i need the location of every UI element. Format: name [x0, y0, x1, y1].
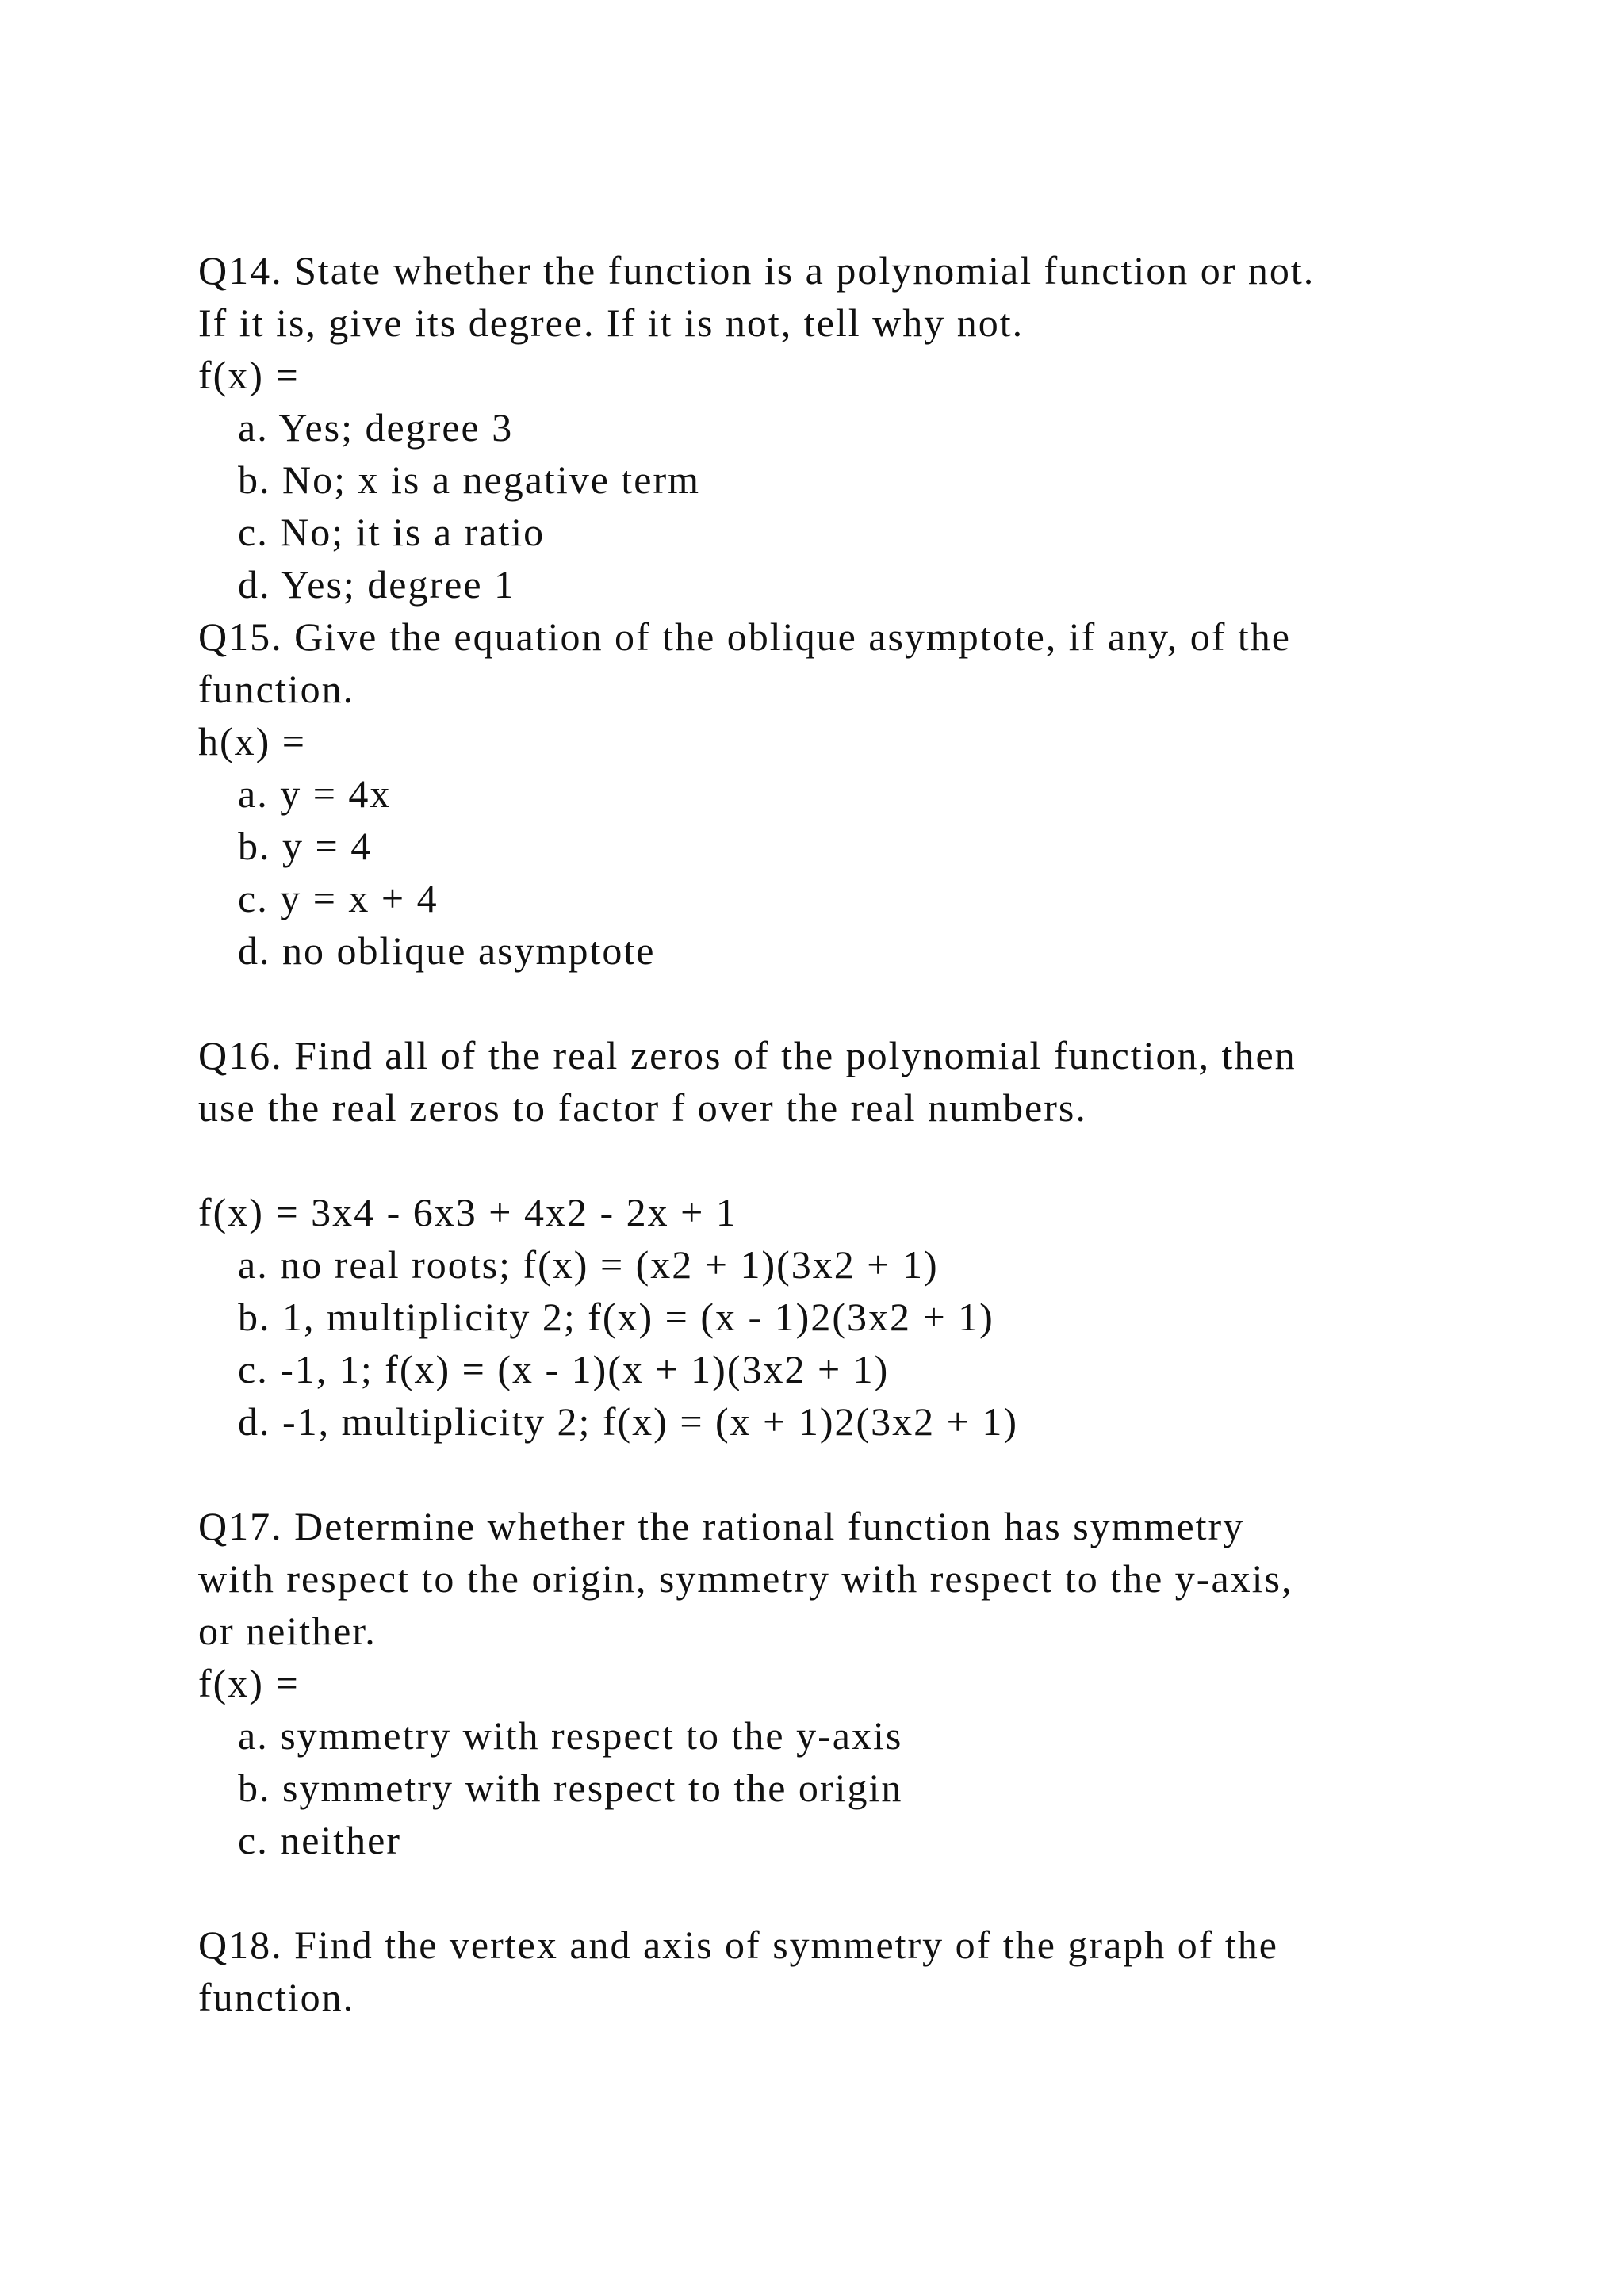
question-text-line: Q14. State whether the function is a polynomial function or not. [198, 248, 1316, 293]
answer-option-b: b. y = 4 [238, 824, 373, 868]
answer-option-c: c. -1, 1; f(x) = (x - 1)(x + 1)(3x2 + 1) [238, 1347, 890, 1391]
question-text-line: Q16. Find all of the real zeros of the polynomial function, then [198, 1033, 1297, 1077]
question-q14 [198, 244, 1467, 610]
function-expression: h(x) = [198, 719, 306, 763]
question-q17 [198, 1500, 1467, 1866]
question-text-line: function. [198, 1975, 355, 2019]
answer-option-a: a. no real roots; f(x) = (x2 + 1)(3x2 + 1) [238, 1242, 939, 1287]
answer-option-d: d. no oblique asymptote [238, 928, 656, 973]
blank-line [198, 1134, 1467, 1186]
function-expression: f(x) = [198, 1661, 300, 1705]
answer-option-a: a. Yes; degree 3 [238, 405, 514, 450]
answer-option-b: b. No; x is a negative term [238, 457, 701, 502]
question-text-line: use the real zeros to factor f over the real numbers. [198, 1085, 1087, 1130]
blank-line [198, 1448, 1467, 1500]
question-text-line: function. [198, 667, 355, 711]
question-text-line: Q15. Give the equation of the oblique asymptote, if any, of the [198, 614, 1292, 659]
answer-option-b: b. symmetry with respect to the origin [238, 1766, 903, 1810]
blank-line [198, 1866, 1467, 1919]
answer-option-a: a. symmetry with respect to the y-axis [238, 1713, 903, 1758]
answer-option-c: c. No; it is a ratio [238, 510, 546, 554]
question-q15 [198, 610, 1467, 977]
function-expression: f(x) = [198, 353, 300, 397]
function-expression: f(x) = 3x4 - 6x3 + 4x2 - 2x + 1 [198, 1190, 737, 1234]
answer-option-c: c. y = x + 4 [238, 876, 439, 920]
answer-option-c: c. neither [238, 1818, 402, 1862]
question-q18 [198, 1919, 1467, 2023]
answer-option-b: b. 1, multiplicity 2; f(x) = (x - 1)2(3x2 + 1) [238, 1295, 994, 1339]
answer-option-d: d. Yes; degree 1 [238, 562, 516, 607]
question-text-line: with respect to the origin, symmetry with respect to the y-axis, [198, 1556, 1293, 1601]
document-page [198, 244, 1467, 2023]
question-text-line: If it is, give its degree. If it is not, tell why not. [198, 300, 1025, 345]
answer-option-d: d. -1, multiplicity 2; f(x) = (x + 1)2(3x2 + 1) [238, 1399, 1019, 1444]
question-text-line: Q17. Determine whether the rational function has symmetry [198, 1504, 1245, 1548]
answer-option-a: a. y = 4x [238, 771, 392, 816]
question-text-line: or neither. [198, 1609, 377, 1653]
blank-line [198, 977, 1467, 1029]
question-text-line: Q18. Find the vertex and axis of symmetry of the graph of the [198, 1923, 1278, 1967]
question-q16 [198, 1029, 1467, 1448]
